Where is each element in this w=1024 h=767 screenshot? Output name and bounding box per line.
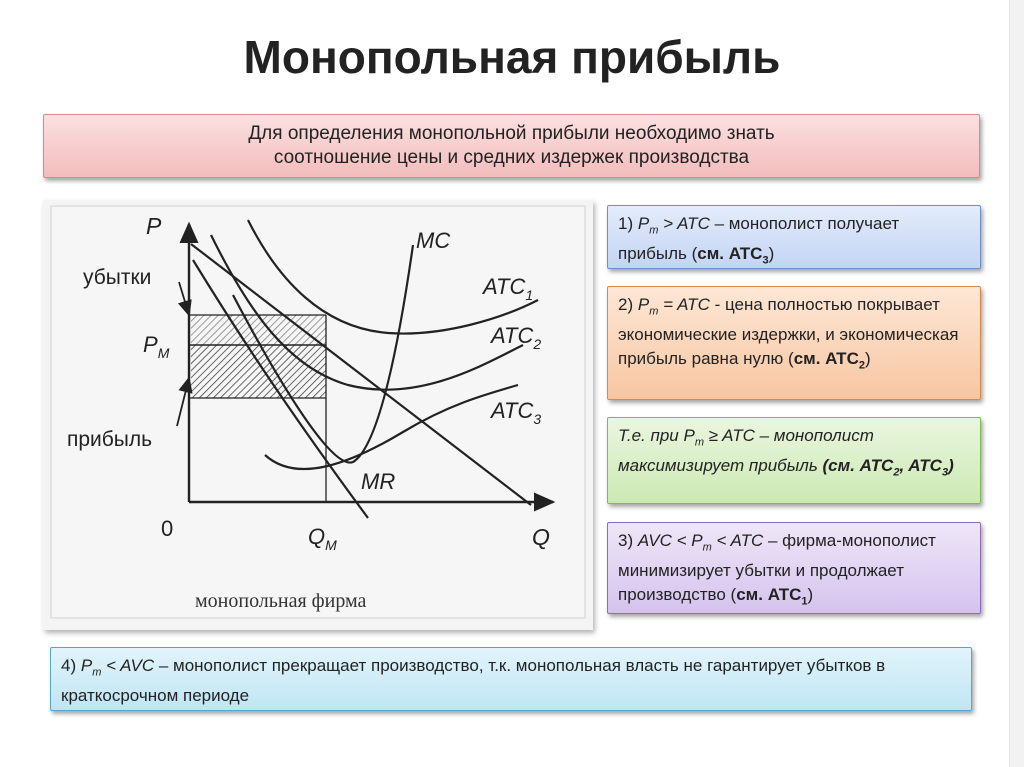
case-1-end: ) (768, 244, 775, 264)
y-axis-label: P (146, 213, 162, 239)
case-4-p-sub: m (92, 666, 102, 679)
atc2-sub: 2 (533, 336, 542, 352)
summary-ref: (см. ATC (822, 456, 894, 476)
case-3-num: 3) (618, 531, 638, 550)
case-1-ref-sub: 3 (762, 254, 769, 267)
case-4-p: P (80, 656, 93, 675)
summary-end: ) (948, 456, 954, 476)
case-1-p-sub: m (649, 224, 659, 237)
intro-line-1: Для определения монопольной прибыли необходимо знать (248, 123, 775, 144)
losses-label: убытки (83, 266, 152, 289)
qm-sub: M (325, 537, 337, 553)
origin-label: 0 (161, 516, 174, 541)
case-2-ref: см. ATC (793, 349, 859, 369)
case-2-num: 2) (618, 295, 638, 314)
case-3-box (607, 522, 981, 614)
summary-p: P (683, 426, 695, 445)
case-3-p-sub: m (702, 541, 712, 554)
case-4-cond: < AVC (101, 656, 155, 675)
case-2-cond: = ATC (658, 295, 710, 314)
summary-p-sub: m (694, 436, 705, 449)
intro-line-2: соотношение цены и средних издержек производства (273, 147, 750, 168)
intro-box (43, 114, 980, 178)
case-4-text: – монополист прекращает производство, т.к. монопольная власть не гарантирует убытков в краткосрочном периоде (61, 656, 886, 706)
summary-ref-2-sub: 3 (941, 466, 949, 479)
case-4-num: 4) (61, 656, 81, 675)
mc-label: MC (416, 228, 451, 253)
summary-cond: ≥ ATC – монополист максимизирует прибыль (618, 426, 874, 476)
case-1-cond: > ATC (658, 214, 710, 233)
case-1-num: 1) (618, 214, 638, 233)
case-3-ref: см. ATC (736, 585, 802, 605)
case-3-end: ) (807, 585, 814, 605)
summary-box (607, 417, 981, 504)
case-2-end: ) (864, 349, 871, 369)
graph-svg (43, 200, 593, 630)
case-3-cond: < ATC (711, 531, 764, 550)
case-1-box (607, 205, 981, 269)
atc1-text: ATC (483, 274, 526, 299)
summary-ref-sub: 2 (893, 466, 900, 479)
pm-text: P (143, 332, 158, 357)
summary-lead: Т.е. при (618, 426, 684, 445)
atc2-text: ATC (491, 323, 534, 348)
page-title: Монопольная прибыль (243, 31, 781, 83)
atc1-sub: 1 (525, 287, 534, 303)
profit-label: прибыль (67, 428, 153, 451)
right-edge-strip (1009, 0, 1024, 767)
qm-text: Q (308, 524, 326, 549)
case-2-p-sub: m (649, 305, 659, 318)
mr-label: MR (361, 469, 396, 494)
pm-sub: M (157, 345, 170, 361)
atc3-text: ATC (491, 398, 534, 423)
case-4-box (50, 647, 972, 711)
case-3-avc: AVC < (637, 531, 692, 550)
atc1-label (481, 274, 533, 303)
monopoly-graph (43, 200, 593, 630)
atc3-sub: 3 (533, 411, 542, 427)
profit-area (191, 345, 326, 398)
case-2-p: P (637, 295, 650, 314)
case-2-box (607, 286, 981, 400)
graph-caption: монопольная фирма (195, 590, 367, 612)
case-3-text: – фирма-монополист минимизирует убытки и продолжает производство ( (618, 531, 936, 605)
case-1-p: P (637, 214, 650, 233)
case-3-p: P (691, 531, 703, 550)
case-1-ref: см. ATC (697, 244, 763, 264)
case-2-ref-sub: 2 (858, 359, 865, 372)
case-2-text: - цена полностью покрывает экономические издержки, и экономическая прибыль равна нулю ( (618, 295, 959, 369)
summary-ref-2: , ATC (899, 456, 942, 476)
case-1-text: – монополист получает прибыль ( (618, 214, 900, 264)
x-axis-label: Q (532, 524, 550, 550)
case-3-ref-sub: 1 (801, 595, 808, 608)
